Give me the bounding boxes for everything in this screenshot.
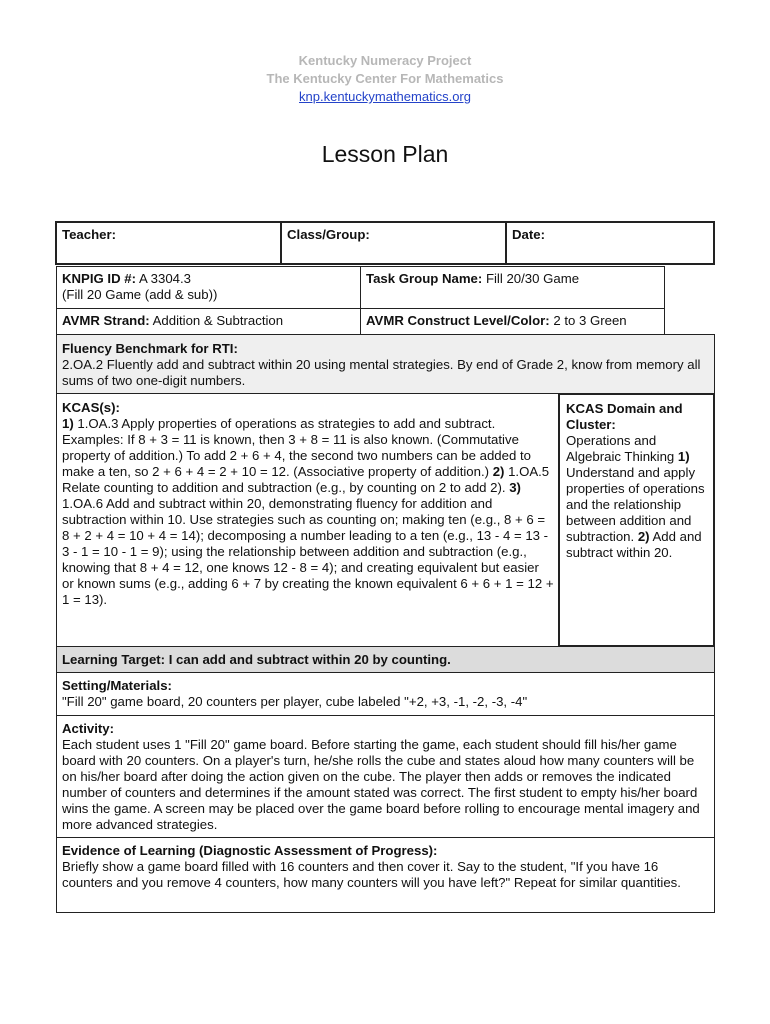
page-title: Lesson Plan xyxy=(321,141,449,167)
learning-target-text: Learning Target: I can add and subtract within 20 by counting. xyxy=(62,652,451,667)
setting-materials-cell xyxy=(56,672,715,716)
evidence-text: Briefly show a game board filled with 16 counters and then cover it. Say to the student, "If you have 16 counters and you remove 4 counters, how many counters will you have left?" Repeat for similar quantities. xyxy=(62,859,681,890)
teacher-cell[interactable] xyxy=(55,221,282,265)
date-cell[interactable] xyxy=(505,221,715,265)
class-group-cell[interactable] xyxy=(280,221,507,265)
class-group-label: Class/Group: xyxy=(287,227,370,242)
evidence-label: Evidence of Learning (Diagnostic Assessment of Progress): xyxy=(62,843,438,858)
fluency-label: Fluency Benchmark for RTI: xyxy=(62,341,238,356)
avmr-strand-cell xyxy=(56,308,361,335)
knpig-value: A 3304.3 xyxy=(136,271,192,286)
learning-target-cell xyxy=(56,646,715,673)
teacher-label: Teacher: xyxy=(62,227,116,242)
website-link[interactable]: knp.kentuckymathematics.org xyxy=(299,89,471,104)
kcas-text: 1) 1.OA.3 Apply properties of operations as strategies to add and subtract. Examples: If 8 + 3 = 11 is known, then 3 + 8 = 11 is also known. (Commutative property of addition.) To add 2 + 6 + 4, the second two numbers can be added to make a ten, so 2 + 6 + 4 = 2 + 10 = 12. (Associative property of addition.) 2) 1.OA.5 Relate counting to addition and subtraction (e.g., by counting on 2 to add 2). 3) 1.OA.6 Add and subtract within 20, demonstrating fluency for addition and subtraction within 10. Use strategies such as counting on; making ten (e.g., 8 + 6 = 8 + 2 + 4 = 10 + 4 = 14); decomposing a number leading to a ten (e.g., 13 - 4 = 13 - 3 - 1 = 10 - 1 = 9); using the relationship between addition and subtraction (e.g., knowing that 8 + 4 = 12, one knows 12 - 8 = 4); and creating equivalent but easier or known sums (e.g., adding 6 + 7 by creating the known equivalent 6 + 6 + 1 = 12 + 1 = 13). xyxy=(62,416,554,607)
activity-cell xyxy=(56,715,715,838)
task-group-cell xyxy=(360,266,665,309)
setting-label: Setting/Materials: xyxy=(62,678,172,693)
avmr-strand-label: AVMR Strand: xyxy=(62,313,150,328)
knpig-label: KNPIG ID #: xyxy=(62,271,137,286)
fluency-text: 2.OA.2 Fluently add and subtract within 20 using mental strategies. By end of Grade 2, know from memory all sums of two one-digit numbers. xyxy=(62,357,701,388)
kcas-domain-label: KCAS Domain and Cluster: xyxy=(566,401,683,432)
knpig-subtitle: (Fill 20 Game (add & sub)) xyxy=(62,287,218,302)
kcas-cell xyxy=(56,393,560,647)
knpig-cell xyxy=(56,266,361,309)
avmr-strand-value: Addition & Subtraction xyxy=(149,313,284,328)
task-group-value: Fill 20/30 Game xyxy=(482,271,580,286)
avmr-construct-label: AVMR Construct Level/Color: xyxy=(366,313,550,328)
project-name: Kentucky Numeracy Project xyxy=(298,53,472,68)
activity-text: Each student uses 1 "Fill 20" game board. Before starting the game, each student should fill his/her game board with 20 counters. On a player's turn, he/she rolls the cube and states aloud how many counters will be on his/her board after doing the action given on the cube. The player then adds or removes the indicated number of counters and determines if the amount stated was correct. The first student to empty his/her board wins the game. A screen may be placed over the game board before rolling to encourage mental imagery and more advanced strategies. xyxy=(62,737,700,832)
setting-text: "Fill 20" game board, 20 counters per player, cube labeled "+2, +3, -1, -2, -3, -4" xyxy=(62,694,528,709)
avmr-construct-value: 2 to 3 Green xyxy=(549,313,627,328)
kcas-domain-text: Operations and Algebraic Thinking 1) Understand and apply properties of operations and the relationship between addition and subtraction. 2) Add and subtract within 20. xyxy=(566,433,705,560)
kcas-label: KCAS(s): xyxy=(62,400,120,415)
evidence-cell xyxy=(56,837,715,913)
date-label: Date: xyxy=(512,227,545,242)
fluency-benchmark-cell xyxy=(56,334,715,394)
avmr-construct-cell xyxy=(360,308,665,335)
task-group-label: Task Group Name: xyxy=(366,271,483,286)
kcas-domain-cell xyxy=(558,393,715,647)
center-name: The Kentucky Center For Mathematics xyxy=(266,71,504,86)
activity-label: Activity: xyxy=(62,721,115,736)
